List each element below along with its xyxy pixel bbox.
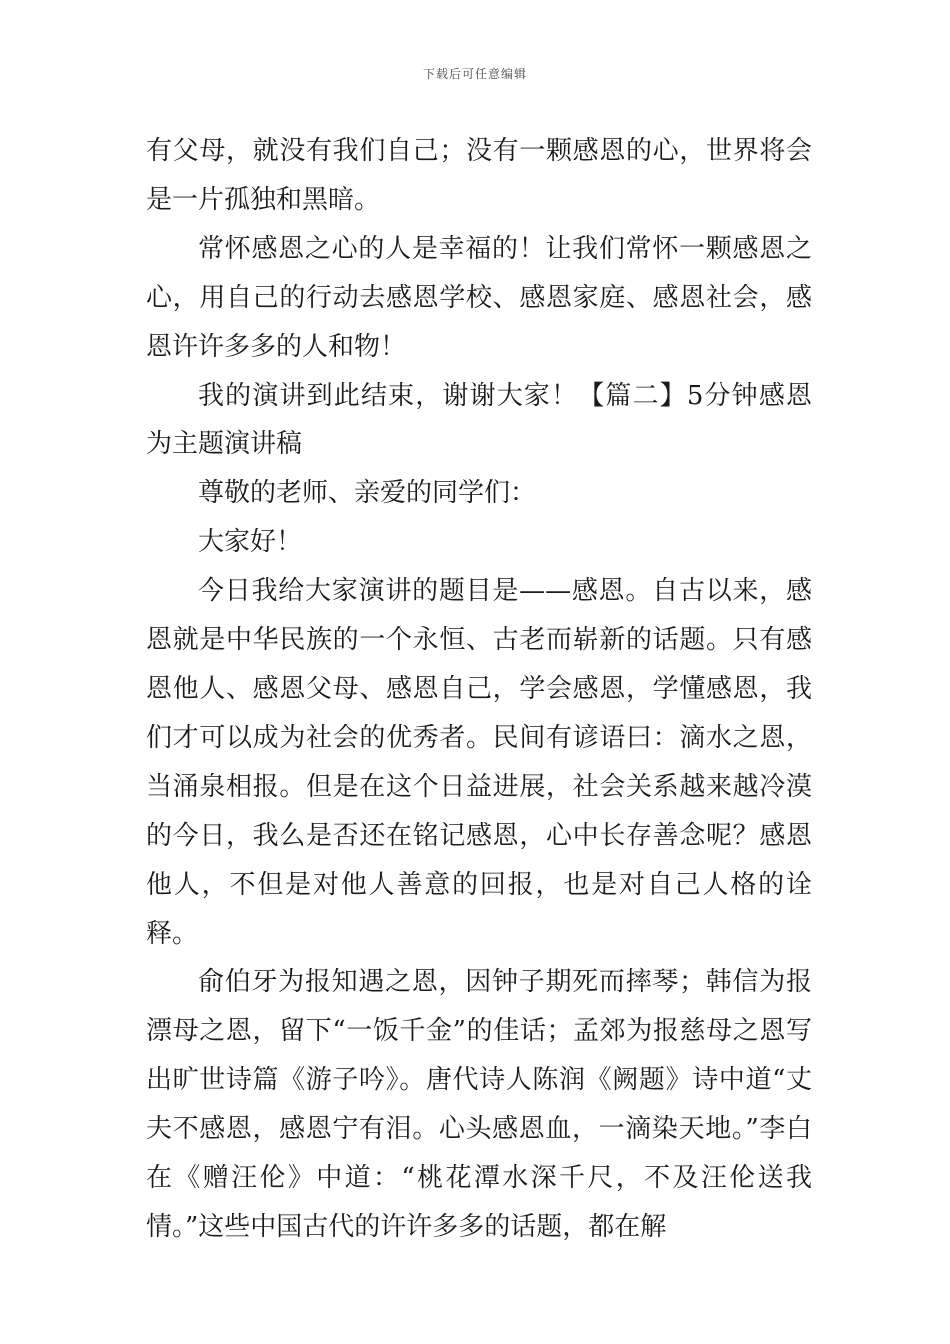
page-header: 下载后可任意编辑: [422, 67, 527, 81]
paragraph-historical-examples: 俞伯牙为报知遇之恩，因钟子期死而摔琴；韩信为报漂母之恩，留下“一饭千金”的佳话；孟郊为报慈母之恩写出旷世诗篇《游子吟》。唐代诗人陈润《阙题》诗中道“丈夫不感恩，感恩宁有泪。心头感恩血，一滴染天地。”李白在《赠汪伦》中道：“桃花潭水深千尺，不及汪伦送我情。”这些中国古代的许许多多的话题，都在解: [146, 967, 812, 1242]
document-body: [146, 127, 812, 1252]
paragraph-continuation: 有父母，就没有我们自己；没有一颗感恩的心，世界将会是一片孤独和黑暗。: [146, 136, 812, 215]
paragraph-closing-and-section-title: 我的演讲到此结束，谢谢大家！【篇二】5分钟感恩为主题演讲稿: [146, 380, 812, 460]
paragraph-introduction: 今日我给大家演讲的题目是——感恩。自古以来，感恩就是中华民族的一个永恒、古老而崭新的话题。只有感恩他人、感恩父母、感恩自己，学会感恩，学懂感恩，我们才可以成为社会的优秀者。民间有谚语曰：滴水之恩，当涌泉相报。但是在这个日益进展，社会关系越来越冷漠的今日，我么是否还在铭记感恩，心中长存善念呢？感恩他人，不但是对他人善意的回报，也是对自己人格的诠释。: [146, 576, 812, 949]
paragraph-greeting: 大家好！: [198, 527, 303, 558]
paragraph-salutation: 尊敬的老师、亲爱的同学们：: [198, 478, 537, 509]
paragraph-conclusion: 常怀感恩之心的人是幸福的！让我们常怀一颗感恩之心，用自己的行动去感恩学校、感恩家庭、感恩社会，感恩许许多多的人和物！: [146, 233, 812, 362]
